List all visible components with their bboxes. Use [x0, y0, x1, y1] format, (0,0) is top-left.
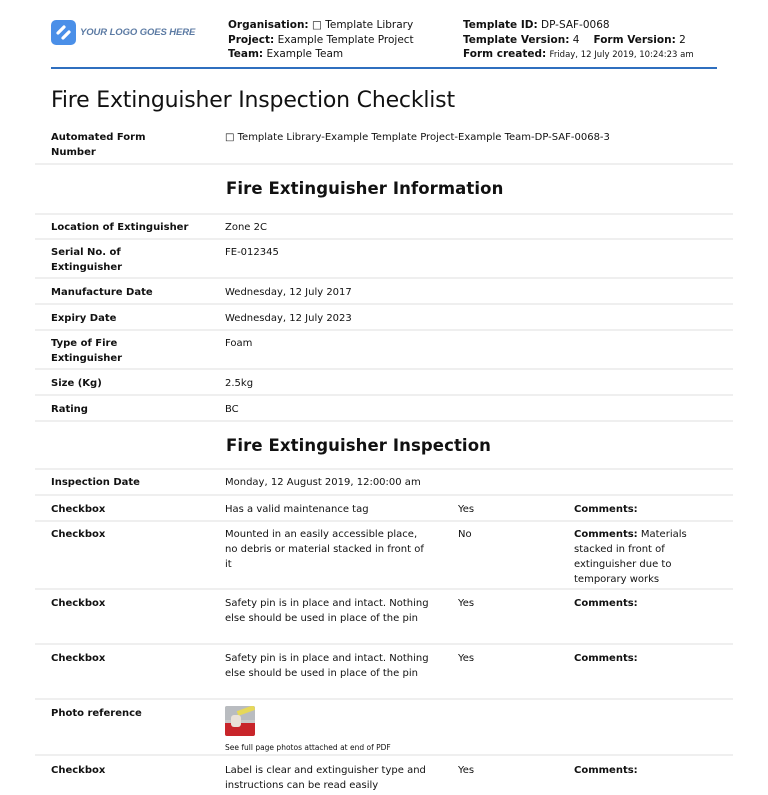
item-comment	[574, 763, 714, 778]
information-section-title: Fire Extinguisher Information	[226, 179, 504, 198]
template-version-label: Template Version:	[463, 33, 570, 46]
report-header	[51, 18, 717, 70]
inspection-date-label: Inspection Date	[51, 477, 140, 488]
header-divider	[51, 67, 717, 69]
comments-label: Comments:	[574, 529, 638, 540]
template-id-value: DP-SAF-0068	[541, 19, 610, 31]
form-version-value: 2	[679, 33, 686, 46]
form-created-label: Form created:	[463, 48, 547, 60]
photo-reference-value	[225, 706, 525, 755]
info-value: BC	[225, 404, 239, 415]
inspection-date-row	[35, 475, 733, 496]
template-version-value: 4	[572, 33, 580, 46]
team-label: Team:	[228, 48, 264, 60]
checklist-row	[35, 527, 733, 590]
info-value: 2.5kg	[225, 378, 254, 389]
info-value: FE-012345	[225, 247, 279, 258]
photo-reference-row	[35, 706, 733, 756]
project-value: Example Template Project	[277, 33, 414, 46]
section-divider	[35, 468, 733, 470]
item-text: Label is clear and extinguisher type and instructions can be read easily	[225, 765, 426, 791]
page-title: Fire Extinguisher Inspection Checklist	[51, 88, 455, 113]
template-id-label: Template ID:	[463, 19, 538, 31]
comments-label: Comments:	[574, 653, 638, 664]
logo-text: YOUR LOGO GOES HERE	[80, 27, 196, 38]
item-comment	[574, 502, 714, 517]
item-comment	[574, 596, 714, 611]
info-label: Rating	[51, 404, 88, 415]
comments-label: Comments:	[574, 598, 638, 609]
item-comment: Comments: Materials stacked in front of extinguisher due to temporary works	[574, 529, 687, 585]
item-label: Checkbox	[51, 653, 106, 664]
item-label: Checkbox	[51, 598, 106, 609]
info-row	[35, 285, 733, 305]
item-answer: Yes	[458, 598, 475, 609]
info-value: Wednesday, 12 July 2017	[225, 287, 352, 298]
photo-thumbnail[interactable]	[225, 706, 255, 736]
info-label: Serial No. of Extinguisher	[51, 247, 123, 273]
checklist-row	[35, 502, 733, 522]
item-answer: Yes	[458, 765, 475, 776]
logo-icon	[51, 20, 76, 45]
comments-label: Comments:	[574, 504, 638, 515]
checklist-row	[35, 651, 733, 700]
team-value: Example Team	[266, 48, 344, 60]
automated-form-value: □ Template Library-Example Template Project-Example Team-DP-SAF-0068-3	[225, 132, 610, 143]
item-text: Safety pin is in place and intact. Nothing else should be used in place of the pin	[225, 653, 429, 679]
info-value: Zone 2C	[225, 222, 267, 233]
item-label: Checkbox	[51, 765, 106, 776]
info-row	[35, 376, 733, 396]
photo-caption: See full page photos attached at end of PDF	[225, 743, 391, 752]
automated-form-label: Automated Form Number	[51, 132, 146, 158]
info-label: Expiry Date	[51, 313, 117, 324]
organisation-value: □ Template Library	[311, 19, 414, 31]
item-text: Has a valid maintenance tag	[225, 504, 369, 515]
inspection-date-value: Monday, 12 August 2019, 12:00:00 am	[225, 477, 421, 488]
org-meta	[228, 18, 414, 62]
info-label: Manufacture Date	[51, 287, 153, 298]
form-version-label: Form Version:	[593, 33, 676, 46]
automated-form-row	[35, 130, 733, 165]
photo-reference-label: Photo reference	[51, 708, 142, 719]
info-label: Location of Extinguisher	[51, 222, 189, 233]
item-text: Mounted in an easily accessible place, no debris or material stacked in front of it	[225, 529, 424, 570]
info-value: Wednesday, 12 July 2023	[225, 313, 352, 324]
info-value: Foam	[225, 338, 253, 349]
checklist-row	[35, 763, 733, 795]
inspection-section-title: Fire Extinguisher Inspection	[226, 436, 491, 455]
item-answer: No	[458, 529, 472, 540]
comments-label: Comments:	[574, 765, 638, 776]
company-logo	[51, 20, 195, 45]
organisation-label: Organisation:	[228, 19, 309, 31]
info-row	[35, 311, 733, 331]
checklist-row	[35, 596, 733, 645]
item-label: Checkbox	[51, 529, 106, 540]
item-answer: Yes	[458, 504, 475, 515]
info-row	[35, 220, 733, 240]
item-label: Checkbox	[51, 504, 106, 515]
item-answer: Yes	[458, 653, 475, 664]
project-label: Project:	[228, 33, 275, 46]
item-text: Safety pin is in place and intact. Nothing else should be used in place of the pin	[225, 598, 429, 624]
info-row	[35, 336, 733, 370]
section-divider	[35, 213, 733, 215]
info-label: Type of Fire Extinguisher	[51, 338, 123, 364]
info-label: Size (Kg)	[51, 378, 102, 389]
item-comment	[574, 651, 714, 666]
info-row	[35, 245, 733, 279]
info-row	[35, 402, 733, 422]
form-created-value: Friday, 12 July 2019, 10:24:23 am	[549, 50, 694, 60]
template-meta	[463, 18, 694, 63]
